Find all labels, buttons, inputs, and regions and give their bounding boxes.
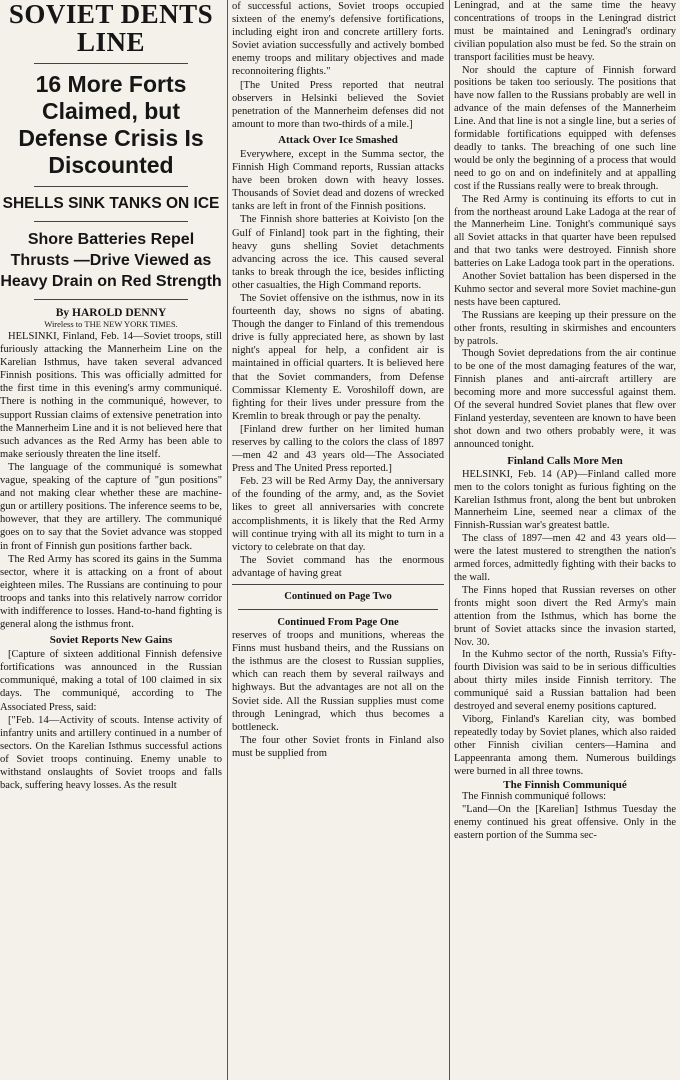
paragraph: The Red Army is continuing its efforts to cut in from the northeast around Lake Ladoga at the rear of the Mannerheim Line. Tonight's communiqué says all Soviet attacks in that quarter have been repulsed and that two tanks were destroyed. Finnish shore batteries on Lake Ladoga took part in the operations. xyxy=(454,193,676,270)
headline-divider xyxy=(34,221,188,222)
paragraph: The Finns hoped that Russian reverses on other fronts might soon divert the Red Army's main attention from the Isthmus, which has borne the brunt of Soviet attacks since the invasion started, Nov. 30. xyxy=(454,584,676,648)
paragraph: The class of 1897—men 42 and 43 years old—were the latest mustered to strengthen the nation's armed forces, admittedly fighting with their backs to the wall. xyxy=(454,533,676,583)
paragraph: The Red Army has scored its gains in the Summa sector, where it is attacking on a front of about eighteen miles. The Russians are continuing to pour troops and tanks into this relatively narrow corridor with indifference to losses. Hand-to-hand fighting is general along the isthmus front. xyxy=(0,553,222,631)
headline-divider xyxy=(34,186,188,187)
subhead: The Finnish Communiqué xyxy=(503,779,627,792)
paragraph: The Finnish communiqué follows: xyxy=(462,791,607,803)
paragraph: Leningrad, and at the same time the heavy concentrations of troops in the Leningrad district must be maintained and Leningrad's ordinary civilian population also must be fed. So the strain on transport facilities must be heavy. xyxy=(454,0,676,63)
paragraph: The four other Soviet fronts in Finland also must be supplied from xyxy=(232,734,444,759)
paragraph: [The United Press reported that neutral observers in Helsinki believed the Soviet penetration of the Mannerheim defenses did not amount to more than two-thirds of a mile.] xyxy=(232,79,444,130)
paragraph: Everywhere, except in the Summa sector, the Finnish High Command reports, Russian attacks have been broken down with heavy losses. Thousands of Soviet dead and dozens of wrecked tanks are left in front of the Finnish positions. xyxy=(232,148,444,213)
headline-divider xyxy=(34,63,188,64)
paragraph: Viborg, Finland's Karelian city, was bombed repeatedly today by Soviet planes, which also raided other Finnish civilian centers—Hamina and Lappeenranta among them. Numerous buildings were burned in all three towns. xyxy=(454,713,676,777)
column-rule xyxy=(449,0,450,1080)
headline-divider xyxy=(34,299,188,300)
paragraph: The Soviet offensive on the isthmus, now in its fourteenth day, shows no signs of abating. Though the danger to Finland of this tremendous drive is fully appreciated here, as shown by last night's appeal for help, a confident air is maintained in official quarters. It is believed here that the Soviet commanders, from Defense Commissar Klementy E. Voroshiloff down, are fighting for their lives under pressure from the Kremlin to break through or pay the penalty. xyxy=(232,292,444,422)
paragraph: HELSINKI, Feb. 14 (AP)—Finland called more men to the colors tonight as furious fighting on the Karelian Isthmus front, along the bent but unbroken Mannerheim Line, seemed near a climax of the Finnish-Russian war's greatest battle. xyxy=(454,468,676,532)
jump-divider xyxy=(232,584,444,585)
paragraph: [Finland drew further on her limited human reserves by calling to the colors the class of 1897—men 42 and 43 years old—The Associated Press and The United Press reported.] xyxy=(232,423,444,475)
paragraph: "Land—On the [Karelian] Isthmus Tuesday the enemy continued his great offensive. Only in the eastern portion of the Summa sec- xyxy=(454,804,676,842)
article-column-1 xyxy=(0,0,222,1080)
subhead: Attack Over Ice Smashed xyxy=(278,133,398,146)
subhead: Finland Calls More Men xyxy=(507,454,623,467)
paragraph: [Capture of sixteen additional Finnish defensive fortifications was announced in the Russian communiqué, making a total of 100 claimed in six days. The communiqué, according to The Associated Press, said: xyxy=(0,649,222,713)
paragraph: Though Soviet depredations from the air continue to be one of the most damaging features of the war, Finnish planes and anti-aircraft artillery are becoming more and more successful against them. Of the several hundred Soviet planes that flew over Finland yesterday, seventeen are known to have been shot down and two others probably were, it was announced tonight. xyxy=(454,348,676,450)
jump-divider xyxy=(238,609,438,610)
paragraph: The Soviet command has the enormous advantage of having great xyxy=(232,554,444,579)
byline: By HAROLD DENNY xyxy=(55,307,167,319)
paragraph: Another Soviet battalion has been dispersed in the Kuhmo sector and several more Soviet machine-gun nests have been captured. xyxy=(454,271,676,308)
continued-from-line: Continued From Page One xyxy=(277,617,399,629)
paragraph: ["Feb. 14—Activity of scouts. Intense activity of infantry units and artillery continued in a number of sectors. On the Karelian Isthmus successful actions of Soviet troops continuing. Enemy unable to withstand onslaughts of Soviet troops and falls back, suffering heavy losses. As the result xyxy=(0,714,222,792)
continued-on-line: Continued on Page Two xyxy=(284,591,392,603)
column-rule xyxy=(227,0,228,1080)
paragraph: HELSINKI, Finland, Feb. 14—Soviet troops, still furiously attacking the Mannerheim Line on the Karelian Isthmus, have taken several advanced Finnish positions. This was officially admitted for the first time in this evening's army communiqué. There is nothing in the communiqué, however, to support Russian claims of extensive penetration into the Mannerheim Line and it is not believed here that such advances as the Red Army has been able to make seriously threaten the line itself. xyxy=(0,331,222,460)
paragraph: The Finnish shore batteries at Koivisto [on the Gulf of Finland] took part in the fighting, their heavy guns shelling Soviet detachments advancing across the ice. This caused several tanks to break through the ice, besides inflicting other casualties, the High Command reports. xyxy=(232,214,444,291)
headline-deck-1: 16 More Forts Claimed, but Defense Crisis Is Discounted xyxy=(18,71,204,178)
paragraph: The language of the communiqué is somewhat vague, speaking of the capture of "gun positions" and not making clear whether these are machine-gun or artillery positions. The inference seems to be, however, that they are artillery. The communiqué goes on to say that the Soviet advance was stopped in front of Finnish gun positions farther back. xyxy=(0,461,222,552)
paragraph: Feb. 23 will be Red Army Day, the anniversary of the founding of the army, and, as the Soviet likes to greet all anniversaries with concrete accomplishments, it is likely that the Red Army will continue trying with all its might to turn in a victory to celebrate on that day. xyxy=(232,476,444,553)
headline-deck-2: SHELLS SINK TANKS ON ICE xyxy=(2,195,220,212)
paragraph: In the Kuhmo sector of the north, Russia's Fifty-fourth Division was said to be in serious difficulties about thirty miles inside Finnish territory. The communiqué said a Russian battalion had been destroyed and several enemy positions captured. xyxy=(454,649,676,713)
article-column-2 xyxy=(232,0,444,1080)
subhead: Soviet Reports New Gains xyxy=(49,634,173,647)
article-column-3 xyxy=(454,0,676,1080)
paragraph: of successful actions, Soviet troops occupied sixteen of the enemy's defensive fortifications, including eight iron and concrete artillery forts. Soviet aviation successfully and actively bombed enemy troops and military objectives and made reconnoitering flights." xyxy=(232,1,444,78)
main-headline: SOVIET DENTS LINE xyxy=(8,0,214,57)
paragraph: The Russians are keeping up their pressure on the other fronts, resulting in skirmishes and encounters by patrols. xyxy=(454,309,676,347)
headline-deck-3: Shore Batteries Repel Thrusts —Drive Viewed as Heavy Drain on Red Strength xyxy=(0,231,222,290)
paragraph: Nor should the capture of Finnish forward positions be taken too seriously. The positions that have now fallen to the Russians probably are well in advance of the main defenses of the Mannerheim Line. And that line is not a single line, but a series of formidable fortifications equipped with defenses deadly to tanks. The breaching of one such line would be only the beginning of a process that would need to go on and on indefinitely and at appalling cost if the Russians really were to break through. xyxy=(454,64,676,192)
wire-credit: Wireless to THE NEW YORK TIMES. xyxy=(44,319,178,329)
paragraph: reserves of troops and munitions, whereas the Finns must husband theirs, and the Russians on the isthmus are the closest to Russian supplies, which can reach them by several railways and highways. But the advantages are not all on the Soviet side. All the Russian supplies must come through Leningrad, which thus becomes a bottleneck. xyxy=(232,630,444,733)
